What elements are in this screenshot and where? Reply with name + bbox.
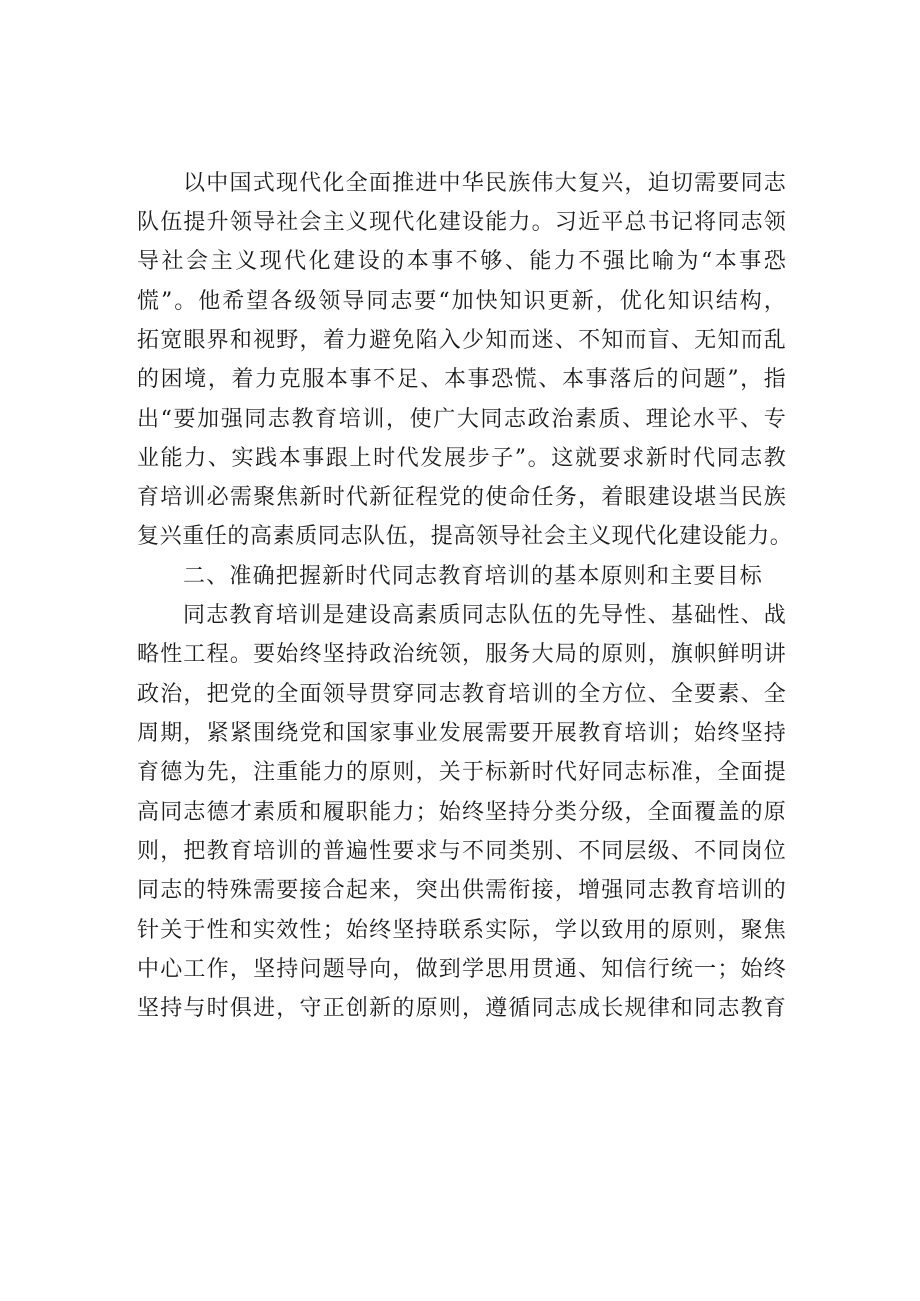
paragraph-1-line-10: 复兴重任的高素质同志队伍，提高领导社会主义现代化建设能力。 bbox=[137, 524, 793, 549]
paragraph-2-line-2: 略性工程。要始终坚持政治统领，服务大局的原则，旗帜鲜明讲 bbox=[137, 642, 787, 667]
paragraph-1-line-3: 导社会主义现代化建设的本事不够、能力不强比喻为“本事恐 bbox=[137, 249, 787, 274]
paragraph-2-line-9: 针关于性和实效性；始终坚持联系实际，学以致用的原则，聚焦 bbox=[137, 918, 787, 943]
paragraph-2-line-4: 周期，紧紧围绕党和国家事业发展需要开展教育培训；始终坚持 bbox=[137, 721, 787, 746]
paragraph-2-line-7: 则，把教育培训的普遍性要求与不同类别、不同层级、不同岗位 bbox=[137, 839, 787, 864]
paragraph-1-line-4: 慌”。他希望各级领导同志要“加快知识更新，优化知识结构， bbox=[137, 289, 787, 314]
paragraph-2-line-8: 同志的特殊需要接合起来，突出供需衔接，增强同志教育培训的 bbox=[137, 878, 787, 903]
paragraph-2-line-10: 中心工作，坚持问题导向，做到学思用贯通、知信行统一；始终 bbox=[137, 957, 787, 982]
paragraph-1-line-2: 队伍提升领导社会主义现代化建设能力。习近平总书记将同志领 bbox=[137, 210, 787, 235]
paragraph-1-line-7: 出“要加强同志教育培训，使广大同志政治素质、理论水平、专 bbox=[137, 407, 787, 432]
paragraph-1-line-9: 育培训必需聚焦新时代新征程党的使命任务，着眼建设堪当民族 bbox=[137, 485, 787, 510]
section-heading-2: 二、准确把握新时代同志教育培训的基本原则和主要目标 bbox=[183, 564, 764, 589]
paragraph-1-line-1: 以中国式现代化全面推进中华民族伟大复兴，迫切需要同志 bbox=[183, 171, 787, 196]
paragraph-1-line-5: 拓宽眼界和视野，着力避免陷入少知而迷、不知而盲、无知而乱 bbox=[137, 328, 787, 353]
paragraph-1-line-8: 业能力、实践本事跟上时代发展步子”。这就要求新时代同志教 bbox=[137, 446, 787, 471]
paragraph-2-line-1: 同志教育培训是建设高素质同志队伍的先导性、基础性、战 bbox=[183, 603, 787, 628]
paragraph-2-line-3: 政治，把党的全面领导贯穿同志教育培训的全方位、全要素、全 bbox=[137, 682, 787, 707]
paragraph-2-line-6: 高同志德才素质和履职能力；始终坚持分类分级，全面覆盖的原 bbox=[137, 800, 787, 825]
paragraph-2-line-11: 坚持与时俱进，守正创新的原则，遵循同志成长规律和同志教育 bbox=[137, 996, 787, 1021]
paragraph-2-line-5: 育德为先，注重能力的原则，关于标新时代好同志标准，全面提 bbox=[137, 760, 787, 785]
paragraph-1-line-6: 的困境，着力克服本事不足、本事恐慌、本事落后的问题”，指 bbox=[137, 367, 787, 392]
